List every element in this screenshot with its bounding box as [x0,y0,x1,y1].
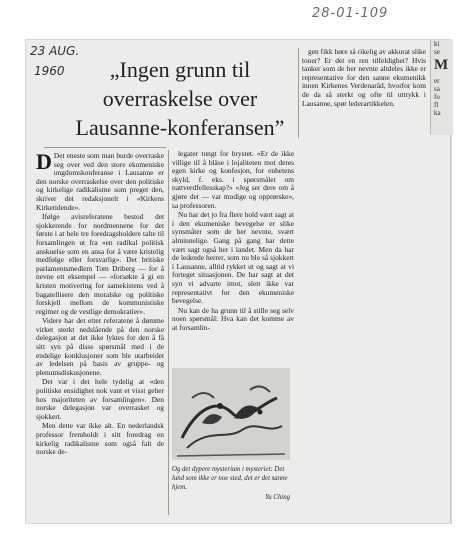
caption-text: Og det dypere mysterium i mysteriet: Det lund som ikke er noe sted, det er det sanne hjem. [172,466,288,491]
paragraph: Men dette var ikke alt. En nederlandsk professor fremholdt i sitt foredrag en kirkelig radikalisme som også falt de norske de- [36,421,164,457]
paragraph: Videre har det etter referatene å dømme virket sterkt nedslående på den norske delegasjon at det ikke lyktes for den å få sitt syn på disse spørsmål med i de endelige konklusjoner som ble utarbeidet av ledelsen på basis av gruppe- og plenumsdiskusjonene. [36,316,164,377]
paragraph-text: Det eneste som man burde overraske seg over ved den store ekumeniske ungdomskonferanse i Lausanne er den norske overraskelse over den politiske og kirkelige radikalisme som preget den, skriver det redaksjonelt i «Kirkens Kirketidende». [36,151,164,212]
column-divider [298,48,299,138]
fragment-letter: M [434,57,449,73]
fragment-line: fl [434,101,439,109]
headline-rule [44,147,166,148]
column-middle [172,150,294,333]
column-right [302,48,426,109]
fragment-line: er [434,77,440,85]
illustration-drawing [172,368,290,460]
drop-cap: D [36,149,52,174]
illustration-caption [172,465,290,502]
adjacent-clipping-fragment [430,40,453,135]
paragraph [36,149,164,212]
headline-line-1: „Ingen grunn til [109,57,251,82]
fragment-line: sa [434,85,440,93]
paragraph: gen fikk høre så rikelig av akkurat slike toner? Er det en ren tilfeldighet? Hvis tanker som de her nevnte altdeles ikke er representative for den sanne ekumenikk innen Kirkenes Verdenaråd, hvorfor kom de da så sterkt og ofte til uttrykk i Lausanne, spør lederartikkelen. [302,47,426,108]
paragraph: legater tungt for brystet. «Er de ikke villige til å bläse i lojaliteten mot deres egen kirke og konfesjon, for enhetens skyld, f. eks. i spørsmålet om nattverdfellesskap?» «Jeg ser dere om å gjøre det — var modige og opprørske», sa professoren. [172,149,294,210]
paragraph: Nu kan de ha grunn til å stille seg selv noen spørsmål: Hva kan det komme av at forsamlin- [172,305,294,332]
paragraph: Nu har det jo fra flere hold vært sagt at i den ekumeniske bevegelse er slike synsmåter som de her nevnte, svært alminnelige. Gang på gang har dette vært sagt også her i landet. Men da har de ledende herrer, som nu ble så sjokkert i Lausanne, alltid rykket ut og sagt at vi forteget situasjonen. De har sagt at det syn vi advarte imot, slett ikke var representativt for den ekumeniske bevegelse. [172,210,294,306]
headline-line-2: overraskelse over [102,86,258,111]
article-headline [62,55,298,142]
column-divider [168,150,169,515]
paragraph: Det var i det hele tydelig at «den politiske ensidighet nok vant et visst geher hos majoriteten av forsamlingen». Den norske delegasjon var overrasket og sjokkert. [36,377,164,421]
fragment-line: se [434,48,440,56]
caption-credit: Yu Ching [265,494,290,501]
fragment-line: ki [434,40,440,48]
fragment-line: ka [434,109,441,117]
ink-illustration [172,368,290,460]
headline-line-3: Lausanne-konferansen” [75,115,285,140]
handwritten-date: 23 AUG. [30,44,80,58]
fragment-line: fo [434,93,440,101]
archive-date-stamp: 28-01-109 [312,6,389,21]
paragraph: Ifølge avisreferatene bestod det sjokkerende for nordmennene for det første i at hele tre foredragsholdere talte til forsamlingen ut fra «en radikal politisk anskuelse som en ansa for å være kristelig medfølge eller forsvarlig». Det britiske parlamentsmedlem Tom Driberg — for å nevne ett eksempel — «forsøkte å gi en kristen motivering for samekistens ved å bagatellisere den moralske og politiske forskjell mellom de kommunistiske regimer og de vestlige demokratier». [36,212,164,316]
column-left [36,149,164,458]
handwritten-year: 1960 [34,64,65,78]
